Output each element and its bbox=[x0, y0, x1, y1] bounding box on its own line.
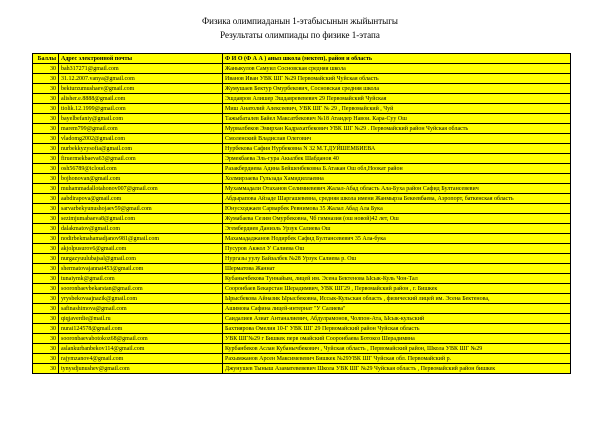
cell-email: tiolik.12.1999@gmail.com bbox=[59, 104, 223, 114]
cell-score: 30 bbox=[33, 314, 59, 324]
table-row bbox=[33, 114, 571, 124]
cell-info: Нурбекова Сафия Нурбековна N 32 М.Т.ДУЙШЕМБИЕВА bbox=[223, 144, 571, 154]
cell-info: Рахымжанов Арсен Максимевевич Бишкек №29УВК ШГ Чуйская обл. Первомайский р. bbox=[223, 354, 571, 364]
cell-email: aslankurbanbekov114@gmail.com bbox=[59, 344, 223, 354]
cell-score: 30 bbox=[33, 264, 59, 274]
cell-score: 30 bbox=[33, 274, 59, 284]
cell-email: sooronbaevabotokoz68@gmail.com bbox=[59, 334, 223, 344]
table-row bbox=[33, 224, 571, 234]
cell-score: 30 bbox=[33, 74, 59, 84]
cell-info: Кубанычбекова Туннайым, лицей им. Эсена Бектенова Ысык-Куль Чон-Тал bbox=[223, 274, 571, 284]
table-row bbox=[33, 194, 571, 204]
table-row bbox=[33, 314, 571, 324]
cell-info: Юнусходжаев Сарварбек Ревнимова 35 Жалал Абад Ала Букa bbox=[223, 204, 571, 214]
cell-info: Джунушев Тыныш Азаматевевевич Школа УВК ШГ №29 Чуйская область , Первомайский район бишкек bbox=[223, 364, 571, 374]
cell-score: 30 bbox=[33, 134, 59, 144]
table-row bbox=[33, 324, 571, 334]
cell-score: 30 bbox=[33, 174, 59, 184]
cell-email: dalakmatov@gmail.com bbox=[59, 224, 223, 234]
cell-score: 30 bbox=[33, 204, 59, 214]
cell-info: Абдырапова Айзаде Шаргашевевна, средняя школа имени Жанмырза Бекеевбаева, Аэропорт, баткенская область bbox=[223, 194, 571, 204]
cell-score: 30 bbox=[33, 214, 59, 224]
cell-info: Тажыбаталев Байел Максатбекович №18 Атаидер Навои. Кара-Суу Ош bbox=[223, 114, 571, 124]
cell-email: akjolpusurov6@gmail.com bbox=[59, 244, 223, 254]
cell-score: 30 bbox=[33, 164, 59, 174]
table-row bbox=[33, 214, 571, 224]
table-row bbox=[33, 254, 571, 264]
cell-info: Ырысбекова Айназик Ырысбековна, Иссык-Кульская область , физический лицей им. Эсена Бектенова, bbox=[223, 294, 571, 304]
cell-email: vladomg2002@gmail.com bbox=[59, 134, 223, 144]
cell-email: bayelbefaniy@gmail.com bbox=[59, 114, 223, 124]
table-row bbox=[33, 234, 571, 244]
cell-info: Бахтиярова Омелия 10-Г УВК ШГ 29 Первомайский район Чуйская область bbox=[223, 324, 571, 334]
cell-info: Миш Анатолий Алексеевич, УВК ШГ № 29 , Первомайский , Чуй bbox=[223, 104, 571, 114]
cell-info: Шерматова Жаннат bbox=[223, 264, 571, 274]
cell-score: 30 bbox=[33, 284, 59, 294]
table-row bbox=[33, 354, 571, 364]
cell-email: tunaiymk@gmail.com bbox=[59, 274, 223, 284]
cell-email: nurbekkyzysofia@gmail.com bbox=[59, 144, 223, 154]
table-row bbox=[33, 84, 571, 94]
cell-email: 31.12.2007.vanya@gmail.com bbox=[59, 74, 223, 84]
table-row bbox=[33, 204, 571, 214]
cell-email: nodirbekmahamadjanov981@gmail.com bbox=[59, 234, 223, 244]
cell-score: 30 bbox=[33, 294, 59, 304]
cell-score: 30 bbox=[33, 304, 59, 314]
cell-info: Разакбердиева Адина Бейшенбековна Б.Атакан Ош обл,Ноокат район bbox=[223, 164, 571, 174]
cell-score: 30 bbox=[33, 354, 59, 364]
document-subtitle: Результаты олимпиады по физике 1-этапа bbox=[220, 30, 380, 40]
cell-email: safinashimova@gmail.com bbox=[59, 304, 223, 314]
header-email: Адрес электронной почты bbox=[59, 54, 223, 64]
table-row bbox=[33, 284, 571, 294]
cell-score: 30 bbox=[33, 194, 59, 204]
cell-email: shermatovajannat453@gmail.com bbox=[59, 264, 223, 274]
cell-info: Курбанбеков Аслан Кубанычбекович , Чуйская область , Первомайский район, Школа УВК ШГ №29 bbox=[223, 344, 571, 354]
cell-info: Махамададжанов Нодирбек Сафид Бултансевевич 35 Ала-бука bbox=[223, 234, 571, 244]
header-score: Баллы bbox=[33, 54, 59, 64]
cell-score: 30 bbox=[33, 234, 59, 244]
cell-email: marem799@gmail.com bbox=[59, 124, 223, 134]
table-row bbox=[33, 164, 571, 174]
cell-score: 30 bbox=[33, 184, 59, 194]
cell-score: 30 bbox=[33, 224, 59, 234]
table-row bbox=[33, 74, 571, 84]
cell-email: sooronbaevbekarstan@gmail.com bbox=[59, 284, 223, 294]
cell-info: Иванов Иван УВК ШГ №29 Первомайский Чуйская область bbox=[223, 74, 571, 84]
table-row bbox=[33, 124, 571, 134]
cell-info: Эшдавров Алишер Эшдавревевевич 29 Первомайский Чуйская bbox=[223, 94, 571, 104]
results-table bbox=[32, 53, 571, 374]
table-row bbox=[33, 294, 571, 304]
cell-info: Сооронбаев Бекарстан Шерадимвич, УВК ШГ29 , Первомайский район , г. Бишкек bbox=[223, 284, 571, 294]
cell-score: 30 bbox=[33, 144, 59, 154]
cell-info: Саидалиев Азиат Антаналиевич, Абдулрамонов, Чолпон-Ата, Ысык-кульский bbox=[223, 314, 571, 324]
cell-score: 30 bbox=[33, 154, 59, 164]
cell-score: 30 bbox=[33, 94, 59, 104]
cell-score: 30 bbox=[33, 364, 59, 374]
table-header-row bbox=[33, 54, 571, 64]
cell-email: tynysdjunushev@gmail.com bbox=[59, 364, 223, 374]
table-row bbox=[33, 274, 571, 284]
cell-email: sarvarbekyunushojaev59@gmail.com bbox=[59, 204, 223, 214]
cell-info: Смоленский Владислав Олегович bbox=[223, 134, 571, 144]
table-row bbox=[33, 144, 571, 154]
cell-email: nurai124578@gmail.com bbox=[59, 324, 223, 334]
cell-email: bojhonovan@gmail.com bbox=[59, 174, 223, 184]
header-info: Ф И О (Ф А А ) аныз школа (мектеп), район и область bbox=[223, 54, 571, 64]
cell-score: 30 bbox=[33, 344, 59, 354]
cell-info: Эгембердиев Даниэль Урзук Салиева Ош bbox=[223, 224, 571, 234]
cell-email: bekturzumushaev@gmail.com bbox=[59, 84, 223, 94]
cell-email: yrysbekovaajnazik@gmail.com bbox=[59, 294, 223, 304]
cell-score: 30 bbox=[33, 324, 59, 334]
cell-email: muhammadallotahonov007@gmail.com bbox=[59, 184, 223, 194]
cell-email: sezimjumabaeva8@gmail.com bbox=[59, 214, 223, 224]
cell-email: osh56789@icloud.com bbox=[59, 164, 223, 174]
table-row bbox=[33, 174, 571, 184]
cell-info: Нургазы уулу Байзалбек №28 Урзук Салиева р. Ош bbox=[223, 254, 571, 264]
cell-info: УВК ШГ№29 г Бишкек перв омайский Сооронбаева Ботокоз Шерадимвна bbox=[223, 334, 571, 344]
cell-score: 30 bbox=[33, 254, 59, 264]
cell-info: Жаныкулов Самуил Сосновская средняя школа bbox=[223, 64, 571, 74]
cell-score: 30 bbox=[33, 334, 59, 344]
cell-email: rajymzanov4@gmail.com bbox=[59, 354, 223, 364]
table-row bbox=[33, 94, 571, 104]
cell-score: 30 bbox=[33, 244, 59, 254]
cell-score: 30 bbox=[33, 114, 59, 124]
table-row bbox=[33, 304, 571, 314]
cell-score: 30 bbox=[33, 84, 59, 94]
cell-email: qiqjaverdie@mail.ru bbox=[59, 314, 223, 324]
cell-score: 30 bbox=[33, 64, 59, 74]
table-row bbox=[33, 334, 571, 344]
cell-info: Пусуров Акжол У Салиева Ош bbox=[223, 244, 571, 254]
table-row bbox=[33, 364, 571, 374]
cell-info: Холмирзаева Гульзада Хамидиллаевна bbox=[223, 174, 571, 184]
cell-email: nurgazyuulubajsal@gmail.com bbox=[59, 254, 223, 264]
cell-info: Жумабаева Сезим Омурбековна, Чб гимназия (ош новой)42 лет, Ош bbox=[223, 214, 571, 224]
cell-score: 30 bbox=[33, 104, 59, 114]
cell-info: Жумушаев Бектур Омурбекович, Сосновская средняя школа bbox=[223, 84, 571, 94]
table-row bbox=[33, 244, 571, 254]
table-row bbox=[33, 154, 571, 164]
cell-info: Эрмекбаева Эль-гура Акылбек Шабданов 40 bbox=[223, 154, 571, 164]
table-row bbox=[33, 264, 571, 274]
cell-info: Ашимова Сафина лицей-интернат "У Салиева" bbox=[223, 304, 571, 314]
cell-score: 30 bbox=[33, 124, 59, 134]
table-row bbox=[33, 184, 571, 194]
cell-info: Мухаммадали Отаханов Селимиевевич Жалал-Абад область Ала-Буха район Сафид Бултансевевич bbox=[223, 184, 571, 194]
cell-email: aabdirapova@gmail.com bbox=[59, 194, 223, 204]
table-row bbox=[33, 134, 571, 144]
table-row bbox=[33, 104, 571, 114]
table-row bbox=[33, 344, 571, 354]
cell-email: alisher.e.8888@gmail.com bbox=[59, 94, 223, 104]
cell-info: Мурвалбеков Эмирхан Кадрахатбекович УВК ШГ №29 . Первомайский район Чуйская область bbox=[223, 124, 571, 134]
document-title: Физика олимпиаданын 1-этабысынын жыйынтыгы bbox=[202, 16, 398, 26]
table-row bbox=[33, 64, 571, 74]
cell-email: firuermekbaeva63@gmail.com bbox=[59, 154, 223, 164]
cell-email: bah317271@gmail.com bbox=[59, 64, 223, 74]
